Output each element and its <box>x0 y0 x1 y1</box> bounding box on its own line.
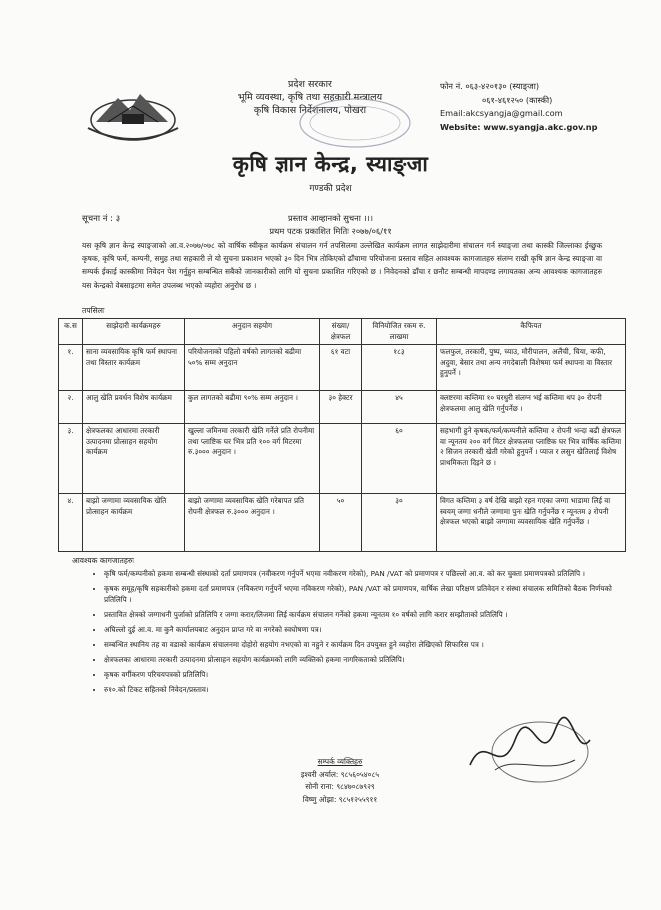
row-remarks: फलफुल, तरकारी, पुष्प, च्याउ, मौरीपालन, अलैंची, चिया, कफी, अदुवा, बेसार तथा अन्य नगदेबाली विशेषमा फर्म स्थापना वा विस्तार हुनुपर्ने । <box>437 345 626 391</box>
phone-syangja: फोन नं. ०६३-४२०१३० (स्याङ्जा) <box>440 81 540 91</box>
contact-line: इश्वरी अर्याल: ९८५६०५४०८५ <box>300 769 380 779</box>
office-line-2: भूमि व्यवस्था, कृषि तथा सहकारी मन्त्रालय <box>237 92 383 103</box>
contact-info <box>440 80 655 134</box>
page-title: कृषि ज्ञान केन्द्र, स्याङ्जा <box>232 152 429 176</box>
nepal-emblem-icon <box>78 80 188 144</box>
contact-line: विष्णु ओझा: ९८५१२५५९११ <box>302 794 378 804</box>
details-label: तपसिलः <box>82 306 105 315</box>
row-amount: ३० <box>362 494 437 552</box>
row-sn: १. <box>59 345 83 391</box>
notice-number: सूचना नं : ३ <box>82 214 121 224</box>
col-program: साझेदारी कार्यक्रमहरु <box>83 319 185 345</box>
row-grant: कुल लागतको बढीमा ९०% सम्म अनुदान । <box>185 391 320 424</box>
col-grant: अनुदान सहयोग <box>185 319 320 345</box>
contact-line: सोनी राना: ९८४७०८७९२९ <box>305 782 375 791</box>
office-line-3: कृषि विकास निर्देशनालय, पोखरा <box>253 105 367 116</box>
table-row <box>59 345 626 391</box>
documents-title: आवश्यक कागजातहरुः <box>72 556 134 565</box>
row-amount: ६० <box>362 424 437 494</box>
email-link[interactable]: Email:akcsyangja@gmail.com <box>440 108 563 118</box>
page-subtitle: गण्डकी प्रदेश <box>309 184 352 194</box>
website-link[interactable]: Website: www.syangja.akc.gov.np <box>440 121 598 132</box>
row-grant: खुल्ला जमिनमा तरकारी खेति गर्नेले प्रति रोपनीमा तथा प्लाष्टिक घर भित्र प्रति १०० वर्ग मिटरमा रु.३००० अनुदान । <box>185 424 320 494</box>
row-remarks: सहभागी हुने कृषक/फर्म/कम्पनीले कम्तिमा २ रोपनी भन्दा बढी क्षेत्रफल वा न्यूनतम २०० वर्ग मिटर क्षेत्रफलमा प्लाष्टिक घर भित्र वार्षिक कम्तिमा २ सिजन तरकारी खेती गरेको हुनुपर्ने । प्याज र लसुन खेतिलाई विशेष प्राथमिकता दिइने छ । <box>437 424 626 494</box>
documents-list <box>90 568 624 699</box>
row-program: आलु खेति प्रवर्धन विशेष कार्यक्रम <box>83 391 185 424</box>
col-remarks: कैफियत <box>437 319 626 345</box>
row-program: क्षेत्रफलका आधारमा तरकारी उत्पादनमा प्रोत्साहन सहयोग कार्यक्रम <box>83 424 185 494</box>
row-program: साना व्यवसायिक कृषि फर्म स्थापना तथा विस्तार कार्यक्रम <box>83 345 185 391</box>
row-grant: बाझो जग्गामा व्यवसायिक खेति गरेबापत प्रति रोपनी क्षेत्रफल रु.३००० अनुदान । <box>185 494 320 552</box>
list-item: • रु१०.को टिकट सहितको निवेदन/प्रस्ताव। <box>104 684 624 695</box>
list-item: • सम्बन्धित स्थानिय तह वा वडाको कार्यक्रम संचालनमा दोहोरो सहयोग नभएको वा नहुने र कार्यक्रम दिन उपयुक्त हुने व्यहोरा लेखिएको सिफारिस पत्र । <box>104 639 624 650</box>
row-remarks: क्लष्टरमा कम्तिमा १० घरधुरी संलग्न भई कम्तिमा थप ३० रोपनी क्षेत्रफलमा आलु खेति गर्नुपर्नेछ । <box>437 391 626 424</box>
list-item: • कृषक समूह/कृषि सहकारीको हकमा दर्ता प्रमाणपत्र (नविकरण गर्नुपर्ने भएमा नविकरण गरेको), PAN /VAT को प्रमाणपत्र, वार्षिक लेखा परिक्षण प्रतिवेदन र संस्था संचालक समितिको बैठक निर्णयको प्रतिलिपि । <box>104 583 624 605</box>
office-seal-stamp <box>205 95 420 150</box>
row-sn: २. <box>59 391 83 424</box>
row-qty <box>320 424 362 494</box>
row-qty: ५० <box>320 494 362 552</box>
contact-persons <box>220 756 460 806</box>
phone-kaski: ०६१-४६१२५० (कास्की) <box>482 94 553 105</box>
table-row <box>59 391 626 424</box>
col-sn: क.स <box>59 319 83 345</box>
signature-stamp <box>455 710 605 790</box>
list-item: • कृषि फर्म/कम्पनीको हकमा सम्बन्धी संस्थाको दर्ता प्रमाणपत्र (नवीकरण गर्नुपर्ने भएमा नवीकरण गरेको), PAN /VAT को प्रमाणपत्र र पछिल्लो आ.व. को कर चुक्ता प्रमाणपत्रको प्रतिलिपि । <box>104 568 624 579</box>
notice-heading: प्रस्ताव आव्हानको सुचना ।।। <box>288 213 373 223</box>
table-row <box>59 424 626 494</box>
programs-table <box>58 318 626 552</box>
row-sn: ३. <box>59 424 83 494</box>
row-program: बाझो जग्गामा व्यवसायिक खेति प्रोत्साहन कार्यक्रम <box>83 494 185 552</box>
contact-title: सम्पर्क व्यक्तिहरु <box>317 757 363 766</box>
table-row <box>59 494 626 552</box>
notice-paragraph: यस कृषि ज्ञान केन्द्र स्याङ्जाको आ.व.२०७७/०७८ को वार्षिक स्वीकृत कार्यक्रम संचालन गर्न तपसिलमा उल्लेखित कार्यक्रम लागत साझेदारीमा संचालन गर्न स्याङ्जा तथा कास्की जिल्लाका ईच्छुक कृषक, कृषि फर्म, कम्पनी, समुह तथा सहकारी ले यो सुचना प्रकाशन भएको ३० दिन भित्र तोकिएको ढाँचामा परियोजना प्रस्ताव सहित आवश्यक कागजातहरु संलग्न राखी कृषि ज्ञान केन्द्र स्याङ्जा वा सम्पर्क ईकाई कास्कीमा निवेदन पेश गर्नुहुन सम्बन्धित सबैको जानकारीको लागि यो सुचना प्रकाशित गरिएको छ । निवेदनको ढाँचा र छनौट सम्बन्धी मापदण्ड लगायतका अन्य आवश्यक कागजातहरु यस केन्द्रको वेबसाइटमा समेत उपलब्ध भएको व्यहोरा अनुरोध छ । <box>82 241 602 290</box>
row-qty: ३० हेक्टर <box>320 391 362 424</box>
row-qty: ६१ वटा <box>320 345 362 391</box>
col-qty: संख्या/ क्षेत्रफल <box>320 319 362 345</box>
list-item: • अघिल्लो दुई आ.व. मा कुनै कार्यालयबाट अनुदान प्राप्त गरे वा नगरेको स्वघोषणा पत्र। <box>104 624 624 635</box>
list-item: • प्रस्तावित क्षेत्रको जग्गाधनी पुर्जाको प्रतिलिपि र जग्गा करार/लिजमा लिई कार्यक्रम संचालन गर्नेको हकमा न्यूनतम १० वर्षको लागि करार सम्झौताको प्रतिलिपि । <box>104 609 624 620</box>
list-item: • क्षेत्रफलका आधारमा तरकारी उत्पादनमा प्रोत्साहन सहयोग कार्यक्रमको लागि व्यक्तिको हकमा नागरिकताको प्रतिलिपि। <box>104 654 624 665</box>
table-header-row <box>59 319 626 345</box>
row-amount: १८३ <box>362 345 437 391</box>
row-grant: परियोजनाको पहिलो वर्षको लागतको बढीमा ५०% सम्म अनुदान <box>185 345 320 391</box>
publish-date: प्रथम पटक प्रकाशित मितिः २०७७/०६/११ <box>269 226 392 236</box>
col-amount: विनियोजित रकम रु. लाखमा <box>362 319 437 345</box>
row-sn: ४. <box>59 494 83 552</box>
list-item: • कृषक वर्गीकरण परिचयपत्रको प्रतिलिपि। <box>104 669 624 680</box>
row-amount: ४५ <box>362 391 437 424</box>
office-line-1: प्रदेश सरकार <box>288 79 332 90</box>
row-remarks: विगत कम्तिमा ३ वर्ष देखि बाझो रहन गएका जग्गा भाडामा लिई वा स्वयम् जग्गा धनीले जग्गामा पुनः खेति गर्नुपर्नेछ र न्यूनतम ३ रोपनी क्षेत्रफल भएको बाझो जग्गामा व्यवसायिक खेति गर्नुपर्नेछ । <box>437 494 626 552</box>
